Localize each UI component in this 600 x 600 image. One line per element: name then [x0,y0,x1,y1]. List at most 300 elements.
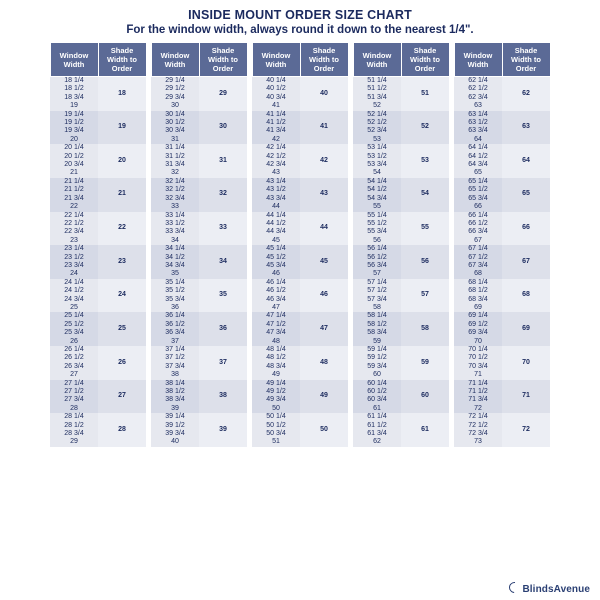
window-width-cell: 45 [252,237,300,245]
window-width-cell: 69 1/4 [454,312,502,320]
window-width-cell: 21 1/2 [50,186,98,194]
table-row [50,245,146,253]
shade-width-cell: 36 [199,312,247,346]
window-width-cell: 52 [353,102,401,110]
window-width-cell: 60 1/4 [353,380,401,388]
header-shade-width: Shade Width to Order [401,43,449,77]
window-width-cell: 31 3/4 [151,161,199,169]
window-width-cell: 56 1/4 [353,245,401,253]
window-width-cell: 48 1/4 [252,346,300,354]
table-row [353,413,449,421]
shade-width-cell: 25 [98,312,146,346]
window-width-cell: 38 [151,371,199,379]
window-width-cell: 48 1/2 [252,354,300,362]
window-width-cell: 69 [454,304,502,312]
window-width-cell: 36 3/4 [151,329,199,337]
table-row [151,111,247,119]
table-row [252,111,348,119]
shade-width-cell: 67 [502,245,550,279]
window-width-cell: 25 3/4 [50,329,98,337]
window-width-cell: 37 1/2 [151,354,199,362]
shade-width-cell: 51 [401,77,449,111]
window-width-cell: 71 1/2 [454,388,502,396]
chart-column [50,42,147,447]
window-width-cell: 28 3/4 [50,430,98,438]
window-width-cell: 43 1/4 [252,178,300,186]
window-width-cell: 49 3/4 [252,396,300,404]
window-width-cell: 40 3/4 [252,94,300,102]
window-width-cell: 32 3/4 [151,195,199,203]
table-row [252,77,348,86]
window-width-cell: 46 1/4 [252,279,300,287]
shade-width-cell: 46 [300,279,348,313]
window-width-cell: 51 3/4 [353,94,401,102]
window-width-cell: 49 1/2 [252,388,300,396]
shade-width-cell: 66 [502,212,550,246]
window-width-cell: 69 1/2 [454,321,502,329]
shade-width-cell: 35 [199,279,247,313]
table-row [353,212,449,220]
window-width-cell: 45 1/2 [252,254,300,262]
window-width-cell: 29 3/4 [151,94,199,102]
window-width-cell: 19 1/4 [50,111,98,119]
window-width-cell: 22 3/4 [50,228,98,236]
window-width-cell: 64 1/4 [454,144,502,152]
window-width-cell: 64 [454,136,502,144]
header-window-width: Window Width [252,43,300,77]
window-width-cell: 24 [50,270,98,278]
window-width-cell: 56 1/2 [353,254,401,262]
table-row [252,212,348,220]
window-width-cell: 43 3/4 [252,195,300,203]
window-width-cell: 36 1/2 [151,321,199,329]
table-row [50,178,146,186]
table-row [454,312,550,320]
window-width-cell: 71 1/4 [454,380,502,388]
shade-width-cell: 70 [502,346,550,380]
window-width-cell: 53 [353,136,401,144]
window-width-cell: 51 1/2 [353,85,401,93]
window-width-cell: 25 1/4 [50,312,98,320]
window-width-cell: 50 1/2 [252,422,300,430]
window-width-cell: 38 1/2 [151,388,199,396]
window-width-cell: 27 3/4 [50,396,98,404]
window-width-cell: 30 1/4 [151,111,199,119]
window-width-cell: 63 1/2 [454,119,502,127]
window-width-cell: 64 1/2 [454,153,502,161]
table-row [50,346,146,354]
chart-columns [6,42,594,447]
window-width-cell: 33 3/4 [151,228,199,236]
window-width-cell: 72 1/4 [454,413,502,421]
window-width-cell: 32 [151,169,199,177]
window-width-cell: 40 1/2 [252,85,300,93]
window-width-cell: 73 [454,438,502,446]
window-width-cell: 54 1/2 [353,186,401,194]
table-row [454,212,550,220]
window-width-cell: 45 1/4 [252,245,300,253]
shade-width-cell: 63 [502,111,550,145]
window-width-cell: 18 1/4 [50,77,98,86]
window-width-cell: 47 3/4 [252,329,300,337]
window-width-cell: 23 1/2 [50,254,98,262]
window-width-cell: 66 [454,203,502,211]
window-width-cell: 57 3/4 [353,296,401,304]
size-table [252,42,349,447]
window-width-cell: 52 1/4 [353,111,401,119]
shade-width-cell: 56 [401,245,449,279]
window-width-cell: 55 3/4 [353,228,401,236]
window-width-cell: 30 3/4 [151,127,199,135]
window-width-cell: 37 1/4 [151,346,199,354]
window-width-cell: 64 3/4 [454,161,502,169]
table-row [353,380,449,388]
shade-width-cell: 21 [98,178,146,212]
window-width-cell: 46 [252,270,300,278]
chart-column [252,42,349,447]
shade-width-cell: 27 [98,380,146,414]
shade-width-cell: 18 [98,77,146,111]
table-row [454,111,550,119]
window-width-cell: 26 [50,338,98,346]
table-row [454,346,550,354]
shade-width-cell: 40 [300,77,348,111]
window-width-cell: 56 3/4 [353,262,401,270]
size-table [151,42,248,447]
window-width-cell: 19 [50,102,98,110]
window-width-cell: 59 1/2 [353,354,401,362]
window-width-cell: 68 1/4 [454,279,502,287]
table-row [353,144,449,152]
window-width-cell: 54 [353,169,401,177]
window-width-cell: 60 1/2 [353,388,401,396]
table-row [252,413,348,421]
window-width-cell: 58 [353,304,401,312]
window-width-cell: 24 1/4 [50,279,98,287]
header-shade-width: Shade Width to Order [98,43,146,77]
table-row [50,279,146,287]
window-width-cell: 62 [353,438,401,446]
shade-width-cell: 47 [300,312,348,346]
window-width-cell: 31 1/2 [151,153,199,161]
table-row [252,346,348,354]
window-width-cell: 27 1/2 [50,388,98,396]
window-width-cell: 69 3/4 [454,329,502,337]
window-width-cell: 50 [252,405,300,413]
table-row [151,77,247,86]
window-width-cell: 23 1/4 [50,245,98,253]
table-row [252,144,348,152]
window-width-cell: 58 3/4 [353,329,401,337]
window-width-cell: 67 1/2 [454,254,502,262]
window-width-cell: 35 3/4 [151,296,199,304]
header-shade-width: Shade Width to Order [300,43,348,77]
window-width-cell: 70 1/2 [454,354,502,362]
window-width-cell: 41 3/4 [252,127,300,135]
window-width-cell: 20 [50,136,98,144]
window-width-cell: 27 1/4 [50,380,98,388]
window-width-cell: 72 3/4 [454,430,502,438]
window-width-cell: 61 1/2 [353,422,401,430]
window-width-cell: 37 [151,338,199,346]
table-row [151,312,247,320]
table-row [353,245,449,253]
window-width-cell: 34 1/2 [151,254,199,262]
window-width-cell: 42 3/4 [252,161,300,169]
window-width-cell: 28 1/4 [50,413,98,421]
window-width-cell: 48 [252,338,300,346]
window-width-cell: 62 1/4 [454,77,502,86]
window-width-cell: 33 [151,203,199,211]
window-width-cell: 66 3/4 [454,228,502,236]
page-title: INSIDE MOUNT ORDER SIZE CHART [188,8,412,22]
window-width-cell: 30 1/2 [151,119,199,127]
window-width-cell: 60 3/4 [353,396,401,404]
window-width-cell: 42 [252,136,300,144]
window-width-cell: 34 3/4 [151,262,199,270]
window-width-cell: 34 [151,237,199,245]
shade-width-cell: 44 [300,212,348,246]
table-row [252,245,348,253]
window-width-cell: 36 [151,304,199,312]
window-width-cell: 71 [454,371,502,379]
window-width-cell: 55 1/2 [353,220,401,228]
table-row [353,178,449,186]
window-width-cell: 62 1/2 [454,85,502,93]
shade-width-cell: 19 [98,111,146,145]
window-width-cell: 67 3/4 [454,262,502,270]
shade-width-cell: 72 [502,413,550,447]
table-row [50,77,146,86]
window-width-cell: 39 1/2 [151,422,199,430]
window-width-cell: 68 [454,270,502,278]
shade-width-cell: 41 [300,111,348,145]
window-width-cell: 39 [151,405,199,413]
shade-width-cell: 57 [401,279,449,313]
shade-width-cell: 50 [300,413,348,447]
window-width-cell: 29 1/2 [151,85,199,93]
table-row [353,77,449,86]
table-row [151,346,247,354]
window-width-cell: 49 1/4 [252,380,300,388]
window-width-cell: 48 3/4 [252,363,300,371]
window-width-cell: 47 1/4 [252,312,300,320]
table-row [353,111,449,119]
window-width-cell: 21 [50,169,98,177]
shade-width-cell: 28 [98,413,146,447]
window-width-cell: 32 1/4 [151,178,199,186]
window-width-cell: 68 1/2 [454,287,502,295]
window-width-cell: 50 1/4 [252,413,300,421]
window-width-cell: 44 1/4 [252,212,300,220]
table-row [454,380,550,388]
window-width-cell: 42 1/4 [252,144,300,152]
window-width-cell: 19 3/4 [50,127,98,135]
chart-column [454,42,551,447]
window-width-cell: 71 3/4 [454,396,502,404]
window-width-cell: 39 3/4 [151,430,199,438]
shade-width-cell: 58 [401,312,449,346]
header-window-width: Window Width [50,43,98,77]
window-width-cell: 26 3/4 [50,363,98,371]
table-row [151,279,247,287]
window-width-cell: 57 1/4 [353,279,401,287]
window-width-cell: 60 [353,371,401,379]
window-width-cell: 54 3/4 [353,195,401,203]
window-width-cell: 20 1/4 [50,144,98,152]
table-row [454,178,550,186]
window-width-cell: 29 [50,438,98,446]
header-shade-width: Shade Width to Order [199,43,247,77]
window-width-cell: 65 1/4 [454,178,502,186]
window-width-cell: 53 1/2 [353,153,401,161]
table-row [50,380,146,388]
brand-logo [509,582,590,595]
table-row [50,312,146,320]
shade-width-cell: 23 [98,245,146,279]
table-row [454,144,550,152]
shade-width-cell: 65 [502,178,550,212]
window-width-cell: 46 1/2 [252,287,300,295]
table-row [353,312,449,320]
window-width-cell: 18 1/2 [50,85,98,93]
shade-width-cell: 37 [199,346,247,380]
window-width-cell: 24 3/4 [50,296,98,304]
table-row [252,178,348,186]
window-width-cell: 40 1/4 [252,77,300,86]
shade-width-cell: 39 [199,413,247,447]
window-width-cell: 72 [454,405,502,413]
table-row [151,245,247,253]
window-width-cell: 51 1/4 [353,77,401,86]
table-row [151,212,247,220]
window-width-cell: 35 1/2 [151,287,199,295]
table-row [50,212,146,220]
window-width-cell: 27 [50,371,98,379]
window-width-cell: 45 3/4 [252,262,300,270]
header-window-width: Window Width [151,43,199,77]
window-width-cell: 62 3/4 [454,94,502,102]
window-width-cell: 19 1/2 [50,119,98,127]
shade-width-cell: 54 [401,178,449,212]
table-row [50,144,146,152]
chart-column [353,42,450,447]
window-width-cell: 40 [151,438,199,446]
window-width-cell: 51 [252,438,300,446]
window-width-cell: 53 3/4 [353,161,401,169]
table-row [252,312,348,320]
page-subtitle: For the window width, always round it down to the nearest 1/4". [126,24,474,36]
shade-width-cell: 59 [401,346,449,380]
window-width-cell: 70 1/4 [454,346,502,354]
window-width-cell: 42 1/2 [252,153,300,161]
table-row [252,380,348,388]
swirl-icon [507,580,522,595]
shade-width-cell: 29 [199,77,247,111]
window-width-cell: 25 1/2 [50,321,98,329]
window-width-cell: 26 1/4 [50,346,98,354]
window-width-cell: 63 1/4 [454,111,502,119]
table-row [151,413,247,421]
shade-width-cell: 60 [401,380,449,414]
shade-width-cell: 68 [502,279,550,313]
window-width-cell: 41 [252,102,300,110]
window-width-cell: 68 3/4 [454,296,502,304]
shade-width-cell: 49 [300,380,348,414]
window-width-cell: 43 1/2 [252,186,300,194]
window-width-cell: 32 1/2 [151,186,199,194]
window-width-cell: 33 1/2 [151,220,199,228]
table-row [151,144,247,152]
shade-width-cell: 64 [502,144,550,178]
window-width-cell: 28 [50,405,98,413]
window-width-cell: 47 [252,304,300,312]
window-width-cell: 21 1/4 [50,178,98,186]
table-row [454,77,550,86]
shade-width-cell: 48 [300,346,348,380]
shade-width-cell: 61 [401,413,449,447]
window-width-cell: 20 3/4 [50,161,98,169]
window-width-cell: 52 3/4 [353,127,401,135]
window-width-cell: 65 [454,169,502,177]
window-width-cell: 22 [50,203,98,211]
window-width-cell: 59 3/4 [353,363,401,371]
window-width-cell: 36 1/4 [151,312,199,320]
window-width-cell: 28 1/2 [50,422,98,430]
table-row [353,346,449,354]
table-row [151,178,247,186]
shade-width-cell: 69 [502,312,550,346]
shade-width-cell: 31 [199,144,247,178]
window-width-cell: 70 3/4 [454,363,502,371]
window-width-cell: 33 1/4 [151,212,199,220]
window-width-cell: 67 [454,237,502,245]
size-table [454,42,551,447]
table-row [50,111,146,119]
window-width-cell: 49 [252,371,300,379]
window-width-cell: 61 [353,405,401,413]
shade-width-cell: 20 [98,144,146,178]
window-width-cell: 50 3/4 [252,430,300,438]
shade-width-cell: 38 [199,380,247,414]
window-width-cell: 37 3/4 [151,363,199,371]
window-width-cell: 53 1/4 [353,144,401,152]
window-width-cell: 44 [252,203,300,211]
window-width-cell: 56 [353,237,401,245]
window-width-cell: 44 3/4 [252,228,300,236]
window-width-cell: 35 [151,270,199,278]
window-width-cell: 72 1/2 [454,422,502,430]
window-width-cell: 43 [252,169,300,177]
table-row [151,380,247,388]
window-width-cell: 31 1/4 [151,144,199,152]
window-width-cell: 41 1/2 [252,119,300,127]
window-width-cell: 38 3/4 [151,396,199,404]
table-row [252,279,348,287]
window-width-cell: 34 1/4 [151,245,199,253]
shade-width-cell: 22 [98,212,146,246]
shade-width-cell: 32 [199,178,247,212]
window-width-cell: 66 1/2 [454,220,502,228]
window-width-cell: 59 [353,338,401,346]
table-row [454,279,550,287]
window-width-cell: 58 1/2 [353,321,401,329]
window-width-cell: 55 [353,203,401,211]
shade-width-cell: 71 [502,380,550,414]
shade-width-cell: 42 [300,144,348,178]
window-width-cell: 35 1/4 [151,279,199,287]
window-width-cell: 66 1/4 [454,212,502,220]
